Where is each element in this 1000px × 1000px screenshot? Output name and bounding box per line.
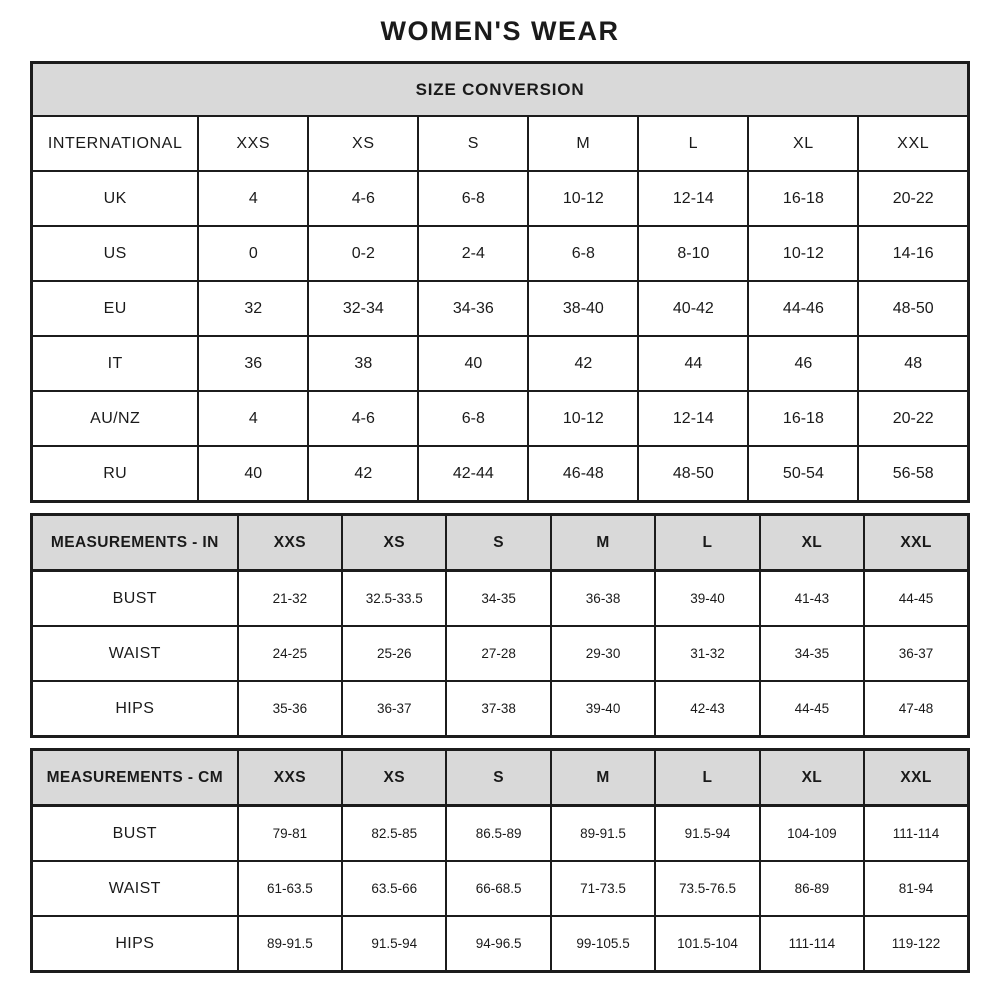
value-cell: 34-35 <box>446 571 550 627</box>
value-cell: 4 <box>198 171 308 226</box>
column-header-cell: XL <box>748 116 858 171</box>
value-cell: 41-43 <box>760 571 864 627</box>
value-cell: 10-12 <box>528 171 638 226</box>
value-cell: 40 <box>198 446 308 502</box>
value-cell: 44-45 <box>864 571 968 627</box>
header-label-cell: MEASUREMENTS - IN <box>32 515 238 571</box>
row-label-cell: WAIST <box>32 861 238 916</box>
size-conversion-table <box>30 61 970 503</box>
page-title: WOMEN'S WEAR <box>380 16 620 46</box>
banner-row <box>32 63 969 117</box>
value-cell: 6-8 <box>418 391 528 446</box>
value-cell: 91.5-94 <box>342 916 446 972</box>
column-header-cell: L <box>655 750 759 806</box>
value-cell: 81-94 <box>864 861 968 916</box>
value-cell: 4 <box>198 391 308 446</box>
column-header-cell: XL <box>760 515 864 571</box>
value-cell: 8-10 <box>638 226 748 281</box>
value-cell: 31-32 <box>655 626 759 681</box>
value-cell: 71-73.5 <box>551 861 655 916</box>
value-cell: 89-91.5 <box>551 806 655 862</box>
row-label-cell: RU <box>32 446 199 502</box>
column-header-cell: XXL <box>864 515 968 571</box>
value-cell: 42 <box>308 446 418 502</box>
value-cell: 20-22 <box>858 171 968 226</box>
value-cell: 32-34 <box>308 281 418 336</box>
column-header-cell: M <box>551 515 655 571</box>
value-cell: 48-50 <box>638 446 748 502</box>
value-cell: 50-54 <box>748 446 858 502</box>
table-row <box>32 571 969 627</box>
value-cell: 101.5-104 <box>655 916 759 972</box>
value-cell: 38 <box>308 336 418 391</box>
value-cell: 10-12 <box>528 391 638 446</box>
row-label-cell: BUST <box>32 571 238 627</box>
column-header-cell: S <box>446 515 550 571</box>
value-cell: 0-2 <box>308 226 418 281</box>
header-label-cell: INTERNATIONAL <box>32 116 199 171</box>
size-chart-page <box>30 0 970 973</box>
value-cell: 32 <box>198 281 308 336</box>
value-cell: 36-38 <box>551 571 655 627</box>
value-cell: 36-37 <box>342 681 446 737</box>
value-cell: 37-38 <box>446 681 550 737</box>
value-cell: 86-89 <box>760 861 864 916</box>
header-row <box>32 116 969 171</box>
value-cell: 86.5-89 <box>446 806 550 862</box>
row-label-cell: HIPS <box>32 916 238 972</box>
column-header-cell: XS <box>342 515 446 571</box>
table-row <box>32 446 969 502</box>
value-cell: 16-18 <box>748 171 858 226</box>
value-cell: 73.5-76.5 <box>655 861 759 916</box>
table-row <box>32 171 969 226</box>
column-header-cell: M <box>528 116 638 171</box>
column-header-cell: XXS <box>198 116 308 171</box>
value-cell: 82.5-85 <box>342 806 446 862</box>
value-cell: 48-50 <box>858 281 968 336</box>
value-cell: 0 <box>198 226 308 281</box>
value-cell: 111-114 <box>760 916 864 972</box>
row-label-cell: BUST <box>32 806 238 862</box>
value-cell: 2-4 <box>418 226 528 281</box>
value-cell: 4-6 <box>308 391 418 446</box>
row-label-cell: HIPS <box>32 681 238 737</box>
row-label-cell: UK <box>32 171 199 226</box>
value-cell: 42-43 <box>655 681 759 737</box>
table-row <box>32 916 969 972</box>
column-header-cell: XL <box>760 750 864 806</box>
measurements-cm-table <box>30 748 970 973</box>
column-header-cell: XS <box>308 116 418 171</box>
column-header-cell: S <box>418 116 528 171</box>
table-row <box>32 226 969 281</box>
value-cell: 38-40 <box>528 281 638 336</box>
value-cell: 42-44 <box>418 446 528 502</box>
column-header-cell: L <box>655 515 759 571</box>
value-cell: 42 <box>528 336 638 391</box>
value-cell: 94-96.5 <box>446 916 550 972</box>
value-cell: 27-28 <box>446 626 550 681</box>
value-cell: 39-40 <box>655 571 759 627</box>
value-cell: 29-30 <box>551 626 655 681</box>
column-header-cell: XXL <box>858 116 968 171</box>
value-cell: 63.5-66 <box>342 861 446 916</box>
column-header-cell: S <box>446 750 550 806</box>
value-cell: 56-58 <box>858 446 968 502</box>
value-cell: 66-68.5 <box>446 861 550 916</box>
header-row <box>32 750 969 806</box>
value-cell: 44-46 <box>748 281 858 336</box>
table-row <box>32 391 969 446</box>
column-header-cell: L <box>638 116 748 171</box>
value-cell: 25-26 <box>342 626 446 681</box>
value-cell: 99-105.5 <box>551 916 655 972</box>
header-row <box>32 515 969 571</box>
value-cell: 61-63.5 <box>238 861 342 916</box>
value-cell: 91.5-94 <box>655 806 759 862</box>
value-cell: 36 <box>198 336 308 391</box>
value-cell: 12-14 <box>638 171 748 226</box>
column-header-cell: XXL <box>864 750 968 806</box>
value-cell: 39-40 <box>551 681 655 737</box>
row-label-cell: AU/NZ <box>32 391 199 446</box>
table-row <box>32 336 969 391</box>
value-cell: 21-32 <box>238 571 342 627</box>
table-row <box>32 681 969 737</box>
value-cell: 46 <box>748 336 858 391</box>
value-cell: 46-48 <box>528 446 638 502</box>
table-row <box>32 626 969 681</box>
value-cell: 34-36 <box>418 281 528 336</box>
table-row <box>32 806 969 862</box>
column-header-cell: XXS <box>238 750 342 806</box>
header-label-cell: MEASUREMENTS - CM <box>32 750 238 806</box>
column-header-cell: XXS <box>238 515 342 571</box>
value-cell: 4-6 <box>308 171 418 226</box>
value-cell: 40-42 <box>638 281 748 336</box>
value-cell: 32.5-33.5 <box>342 571 446 627</box>
row-label-cell: IT <box>32 336 199 391</box>
table-row <box>32 861 969 916</box>
value-cell: 48 <box>858 336 968 391</box>
table-row <box>32 281 969 336</box>
value-cell: 79-81 <box>238 806 342 862</box>
value-cell: 24-25 <box>238 626 342 681</box>
value-cell: 104-109 <box>760 806 864 862</box>
table-banner: SIZE CONVERSION <box>32 63 969 117</box>
column-header-cell: M <box>551 750 655 806</box>
value-cell: 34-35 <box>760 626 864 681</box>
value-cell: 111-114 <box>864 806 968 862</box>
value-cell: 47-48 <box>864 681 968 737</box>
value-cell: 119-122 <box>864 916 968 972</box>
value-cell: 44 <box>638 336 748 391</box>
value-cell: 16-18 <box>748 391 858 446</box>
value-cell: 6-8 <box>418 171 528 226</box>
value-cell: 20-22 <box>858 391 968 446</box>
value-cell: 44-45 <box>760 681 864 737</box>
value-cell: 10-12 <box>748 226 858 281</box>
value-cell: 6-8 <box>528 226 638 281</box>
measurements-in-table <box>30 513 970 738</box>
value-cell: 40 <box>418 336 528 391</box>
column-header-cell: XS <box>342 750 446 806</box>
value-cell: 89-91.5 <box>238 916 342 972</box>
value-cell: 14-16 <box>858 226 968 281</box>
row-label-cell: WAIST <box>32 626 238 681</box>
row-label-cell: EU <box>32 281 199 336</box>
value-cell: 36-37 <box>864 626 968 681</box>
value-cell: 12-14 <box>638 391 748 446</box>
value-cell: 35-36 <box>238 681 342 737</box>
row-label-cell: US <box>32 226 199 281</box>
